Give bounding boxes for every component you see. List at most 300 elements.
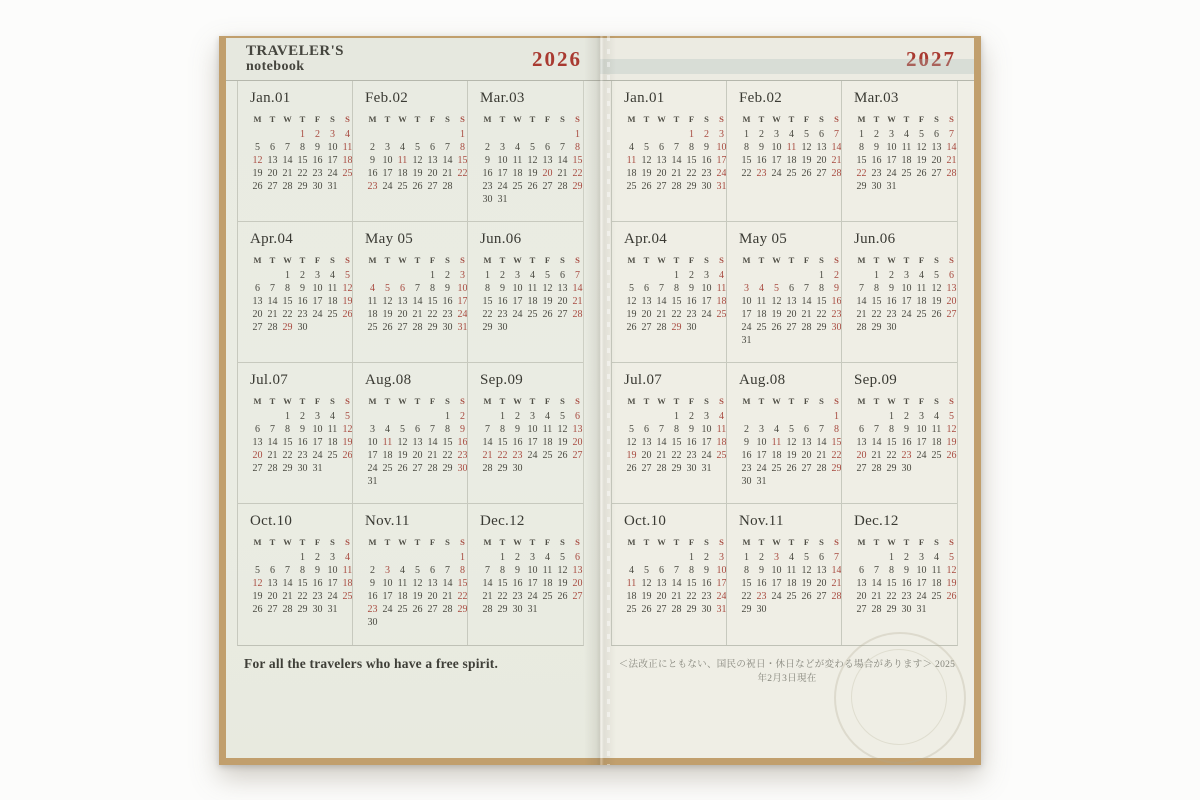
day-number: 26 xyxy=(382,322,393,333)
day-number: 15 xyxy=(816,296,827,307)
weekday-letter: S xyxy=(445,255,450,265)
weekday-letter: W xyxy=(513,537,522,547)
weekday-letter: F xyxy=(429,255,436,265)
weekday-letter: T xyxy=(384,255,391,265)
day-number: 25 xyxy=(542,450,553,461)
day-number: 19 xyxy=(342,296,353,307)
day-number: 11 xyxy=(786,142,797,153)
day-number: 20 xyxy=(641,309,652,320)
day-number: 18 xyxy=(542,578,553,589)
month-cell xyxy=(612,504,727,645)
day-number: 28 xyxy=(557,181,568,192)
day-number: 3 xyxy=(719,129,724,140)
weekday-letter: S xyxy=(330,537,335,547)
weekday-letter: F xyxy=(544,255,551,265)
day-number: 12 xyxy=(786,437,797,448)
day-number: 17 xyxy=(701,296,712,307)
weekday-letter: F xyxy=(314,396,321,406)
empty-day-cell xyxy=(854,269,869,282)
empty-day-cell xyxy=(280,551,295,564)
day-grid xyxy=(854,410,957,475)
day-number: 5 xyxy=(345,270,350,281)
day-number: 21 xyxy=(267,450,278,461)
day-number: 13 xyxy=(557,283,568,294)
day-number: 6 xyxy=(789,283,794,294)
weekday-letter: M xyxy=(368,537,377,547)
day-number: 10 xyxy=(886,142,897,153)
day-number: 18 xyxy=(382,450,393,461)
day-number: 12 xyxy=(542,283,553,294)
weekday-header xyxy=(365,394,468,409)
day-number: 2 xyxy=(904,411,909,422)
day-number: 8 xyxy=(300,565,305,576)
day-number: 27 xyxy=(946,309,957,320)
weekday-letter: M xyxy=(483,114,492,124)
day-number: 22 xyxy=(497,591,508,602)
weekday-letter: S xyxy=(819,255,824,265)
weekday-letter: S xyxy=(719,255,724,265)
weekday-letter: M xyxy=(483,537,492,547)
day-number: 23 xyxy=(701,168,712,179)
day-number: 4 xyxy=(934,411,939,422)
year-label-2026: 2026 xyxy=(532,46,582,71)
calendar-grid-2026 xyxy=(237,81,584,646)
weekday-letter: W xyxy=(887,537,896,547)
day-number: 19 xyxy=(931,296,942,307)
day-number: 5 xyxy=(415,142,420,153)
day-number: 24 xyxy=(741,322,752,333)
weekday-letter: S xyxy=(445,396,450,406)
day-number: 1 xyxy=(889,411,894,422)
day-number: 1 xyxy=(300,552,305,563)
day-number: 8 xyxy=(859,142,864,153)
day-number: 16 xyxy=(701,155,712,166)
day-number: 15 xyxy=(686,578,697,589)
empty-day-cell xyxy=(639,128,654,141)
empty-day-cell xyxy=(265,410,280,423)
day-number: 9 xyxy=(500,283,505,294)
day-number: 29 xyxy=(427,322,438,333)
day-number: 17 xyxy=(312,296,323,307)
day-number: 21 xyxy=(656,450,667,461)
day-number: 30 xyxy=(686,322,697,333)
day-number: 13 xyxy=(931,142,942,153)
day-number: 5 xyxy=(345,411,350,422)
day-number: 21 xyxy=(946,155,957,166)
day-number: 7 xyxy=(659,424,664,435)
day-number: 17 xyxy=(327,578,338,589)
weekday-header xyxy=(739,253,842,268)
day-number: 28 xyxy=(871,463,882,474)
day-number: 31 xyxy=(916,604,927,615)
weekday-letter: S xyxy=(575,114,580,124)
day-number: 28 xyxy=(831,591,842,602)
day-number: 10 xyxy=(701,283,712,294)
day-number: 29 xyxy=(886,463,897,474)
day-number: 18 xyxy=(901,155,912,166)
day-number: 10 xyxy=(756,437,767,448)
day-number: 11 xyxy=(916,283,927,294)
day-number: 31 xyxy=(312,463,323,474)
day-number: 20 xyxy=(397,309,408,320)
day-number: 15 xyxy=(457,578,468,589)
day-number: 27 xyxy=(786,322,797,333)
day-number: 31 xyxy=(327,181,338,192)
day-number: 26 xyxy=(252,181,263,192)
day-number: 24 xyxy=(771,591,782,602)
month-cell xyxy=(612,81,727,222)
day-number: 16 xyxy=(367,591,378,602)
month-cell xyxy=(842,363,957,504)
weekday-letter: S xyxy=(719,114,724,124)
empty-day-cell xyxy=(510,128,525,141)
day-number: 24 xyxy=(901,309,912,320)
day-number: 10 xyxy=(916,565,927,576)
weekday-letter: T xyxy=(414,255,421,265)
day-number: 12 xyxy=(342,424,353,435)
empty-day-cell xyxy=(265,269,280,282)
weekday-letter: S xyxy=(345,255,350,265)
day-number: 24 xyxy=(701,450,712,461)
day-number: 25 xyxy=(716,309,727,320)
month-cell xyxy=(353,504,468,645)
day-number: 29 xyxy=(442,463,453,474)
day-number: 8 xyxy=(874,283,879,294)
day-number: 14 xyxy=(282,578,293,589)
page-header-2027 xyxy=(600,38,974,81)
day-number: 13 xyxy=(656,155,667,166)
day-number: 4 xyxy=(400,565,405,576)
weekday-letter: F xyxy=(803,537,810,547)
weekday-letter: W xyxy=(772,396,781,406)
day-number: 21 xyxy=(831,155,842,166)
day-number: 24 xyxy=(771,168,782,179)
day-number: 9 xyxy=(759,142,764,153)
day-number: 16 xyxy=(701,578,712,589)
weekday-letter: F xyxy=(429,396,436,406)
day-number: 26 xyxy=(626,463,637,474)
day-number: 12 xyxy=(916,142,927,153)
weekday-letter: S xyxy=(834,114,839,124)
day-number: 15 xyxy=(671,437,682,448)
empty-day-cell xyxy=(440,551,455,564)
empty-day-cell xyxy=(250,269,265,282)
day-number: 26 xyxy=(946,591,957,602)
weekday-header xyxy=(250,112,353,127)
day-number: 19 xyxy=(342,437,353,448)
page-header-2026 xyxy=(226,38,600,81)
day-number: 23 xyxy=(497,309,508,320)
weekday-header xyxy=(480,394,583,409)
weekday-letter: T xyxy=(299,114,306,124)
day-number: 7 xyxy=(270,283,275,294)
day-number: 12 xyxy=(931,283,942,294)
day-number: 23 xyxy=(367,181,378,192)
day-number: 3 xyxy=(889,129,894,140)
weekday-letter: M xyxy=(483,255,492,265)
empty-day-cell xyxy=(555,128,570,141)
weekday-letter: T xyxy=(384,114,391,124)
day-number: 23 xyxy=(686,450,697,461)
month-title: Jul.07 xyxy=(624,372,663,388)
day-number: 12 xyxy=(252,155,263,166)
day-number: 4 xyxy=(919,270,924,281)
day-number: 27 xyxy=(856,604,867,615)
day-number: 27 xyxy=(801,463,812,474)
month-title: Sep.09 xyxy=(854,372,898,388)
day-number: 14 xyxy=(572,283,583,294)
day-number: 29 xyxy=(497,463,508,474)
day-number: 8 xyxy=(689,142,694,153)
day-number: 28 xyxy=(482,604,493,615)
month-cell xyxy=(238,81,353,222)
weekday-letter: S xyxy=(445,537,450,547)
weekday-letter: S xyxy=(934,396,939,406)
day-number: 8 xyxy=(445,424,450,435)
day-number: 29 xyxy=(831,463,842,474)
weekday-letter: T xyxy=(903,114,910,124)
day-number: 8 xyxy=(575,142,580,153)
day-number: 2 xyxy=(689,411,694,422)
day-number: 8 xyxy=(744,565,749,576)
day-number: 6 xyxy=(949,270,954,281)
day-number: 24 xyxy=(527,450,538,461)
empty-day-cell xyxy=(654,269,669,282)
day-number: 2 xyxy=(515,411,520,422)
day-number: 11 xyxy=(327,283,338,294)
day-number: 24 xyxy=(756,463,767,474)
month-cell xyxy=(238,504,353,645)
day-number: 23 xyxy=(701,591,712,602)
day-number: 17 xyxy=(527,437,538,448)
day-number: 26 xyxy=(342,309,353,320)
weekday-letter: T xyxy=(643,396,650,406)
weekday-letter: S xyxy=(460,255,465,265)
day-number: 16 xyxy=(686,437,697,448)
day-number: 9 xyxy=(704,565,709,576)
day-number: 23 xyxy=(871,168,882,179)
day-number: 21 xyxy=(871,591,882,602)
weekday-letter: S xyxy=(819,114,824,124)
day-number: 23 xyxy=(297,309,308,320)
day-number: 17 xyxy=(886,155,897,166)
weekday-letter: S xyxy=(949,114,954,124)
day-number: 17 xyxy=(741,309,752,320)
day-number: 2 xyxy=(515,552,520,563)
weekday-letter: W xyxy=(887,114,896,124)
day-number: 25 xyxy=(786,168,797,179)
day-number: 16 xyxy=(831,296,842,307)
day-number: 17 xyxy=(367,450,378,461)
month-title: Dec.12 xyxy=(480,513,525,529)
weekday-letter: F xyxy=(918,114,925,124)
month-title: Oct.10 xyxy=(624,513,667,529)
day-number: 2 xyxy=(315,552,320,563)
day-number: 20 xyxy=(856,450,867,461)
day-number: 25 xyxy=(342,168,353,179)
weekday-letter: M xyxy=(742,114,751,124)
weekday-letter: W xyxy=(657,396,666,406)
month-cell xyxy=(612,222,727,363)
day-number: 11 xyxy=(342,565,353,576)
day-number: 30 xyxy=(686,463,697,474)
month-cell xyxy=(353,363,468,504)
day-number: 3 xyxy=(704,270,709,281)
weekday-letter: T xyxy=(529,255,536,265)
day-number: 17 xyxy=(457,296,468,307)
weekday-letter: F xyxy=(688,537,695,547)
day-number: 28 xyxy=(801,322,812,333)
day-number: 27 xyxy=(252,463,263,474)
weekday-letter: W xyxy=(772,537,781,547)
day-number: 26 xyxy=(397,463,408,474)
day-grid xyxy=(624,551,727,616)
day-grid xyxy=(739,551,842,616)
brand-line2: notebook xyxy=(246,58,305,74)
day-number: 16 xyxy=(512,437,523,448)
weekday-letter: T xyxy=(299,255,306,265)
weekday-letter: S xyxy=(575,255,580,265)
day-number: 3 xyxy=(774,552,779,563)
day-number: 26 xyxy=(786,463,797,474)
day-number: 8 xyxy=(834,424,839,435)
day-number: 18 xyxy=(327,296,338,307)
day-number: 21 xyxy=(671,168,682,179)
day-number: 5 xyxy=(560,552,565,563)
weekday-letter: T xyxy=(529,537,536,547)
empty-day-cell xyxy=(380,128,395,141)
month-title: May 05 xyxy=(739,231,788,247)
page-footer-left xyxy=(226,656,600,672)
month-cell xyxy=(612,363,727,504)
day-number: 25 xyxy=(397,604,408,615)
day-number: 29 xyxy=(282,322,293,333)
day-number: 15 xyxy=(442,437,453,448)
weekday-letter: T xyxy=(903,396,910,406)
day-number: 18 xyxy=(716,437,727,448)
day-number: 19 xyxy=(527,168,538,179)
day-number: 14 xyxy=(856,296,867,307)
weekday-letter: S xyxy=(575,396,580,406)
weekday-letter: S xyxy=(345,396,350,406)
day-number: 14 xyxy=(871,437,882,448)
empty-day-cell xyxy=(624,269,639,282)
weekday-header xyxy=(854,535,957,550)
weekday-letter: S xyxy=(345,537,350,547)
day-number: 7 xyxy=(834,552,839,563)
day-number: 22 xyxy=(297,591,308,602)
day-number: 7 xyxy=(874,565,879,576)
day-number: 9 xyxy=(689,283,694,294)
day-number: 19 xyxy=(252,591,263,602)
month-cell xyxy=(842,222,957,363)
day-number: 24 xyxy=(916,450,927,461)
empty-day-cell xyxy=(380,410,395,423)
day-number: 15 xyxy=(871,296,882,307)
weekday-letter: S xyxy=(704,537,709,547)
day-number: 10 xyxy=(382,578,393,589)
day-number: 17 xyxy=(716,578,727,589)
day-number: 13 xyxy=(801,437,812,448)
weekday-letter: T xyxy=(269,255,276,265)
day-number: 31 xyxy=(886,181,897,192)
day-number: 22 xyxy=(282,309,293,320)
day-number: 25 xyxy=(771,463,782,474)
day-number: 10 xyxy=(741,296,752,307)
day-number: 25 xyxy=(716,450,727,461)
day-number: 27 xyxy=(572,591,583,602)
day-number: 22 xyxy=(686,168,697,179)
day-number: 3 xyxy=(904,270,909,281)
day-number: 18 xyxy=(771,450,782,461)
day-number: 5 xyxy=(545,270,550,281)
day-number: 23 xyxy=(886,309,897,320)
day-number: 24 xyxy=(367,463,378,474)
day-number: 14 xyxy=(656,296,667,307)
day-number: 8 xyxy=(500,565,505,576)
day-number: 5 xyxy=(530,142,535,153)
day-number: 19 xyxy=(641,168,652,179)
day-number: 25 xyxy=(786,591,797,602)
weekday-header xyxy=(250,394,353,409)
day-number: 21 xyxy=(656,309,667,320)
month-title: Apr.04 xyxy=(250,231,294,247)
day-number: 29 xyxy=(572,181,583,192)
day-number: 6 xyxy=(659,142,664,153)
month-title: May 05 xyxy=(365,231,414,247)
weekday-letter: T xyxy=(299,396,306,406)
day-number: 19 xyxy=(557,578,568,589)
day-number: 7 xyxy=(819,424,824,435)
empty-day-cell xyxy=(425,551,440,564)
day-number: 7 xyxy=(949,129,954,140)
empty-day-cell xyxy=(854,551,869,564)
day-number: 19 xyxy=(946,437,957,448)
weekday-letter: T xyxy=(414,537,421,547)
day-number: 3 xyxy=(530,552,535,563)
day-number: 8 xyxy=(285,283,290,294)
day-number: 8 xyxy=(689,565,694,576)
day-number: 7 xyxy=(285,565,290,576)
day-grid xyxy=(365,269,468,334)
day-number: 26 xyxy=(931,309,942,320)
day-number: 7 xyxy=(859,283,864,294)
empty-day-cell xyxy=(669,551,684,564)
day-number: 10 xyxy=(771,142,782,153)
day-number: 9 xyxy=(904,424,909,435)
day-number: 1 xyxy=(859,129,864,140)
day-number: 3 xyxy=(330,552,335,563)
weekday-letter: T xyxy=(673,537,680,547)
empty-day-cell xyxy=(799,269,814,282)
day-number: 27 xyxy=(412,463,423,474)
day-number: 22 xyxy=(671,450,682,461)
weekday-header xyxy=(739,535,842,550)
weekday-letter: T xyxy=(673,255,680,265)
empty-day-cell xyxy=(624,410,639,423)
empty-day-cell xyxy=(410,551,425,564)
day-number: 29 xyxy=(297,604,308,615)
day-number: 12 xyxy=(626,296,637,307)
weekday-letter: M xyxy=(368,396,377,406)
day-number: 27 xyxy=(572,450,583,461)
day-number: 3 xyxy=(515,270,520,281)
day-number: 10 xyxy=(327,142,338,153)
weekday-letter: F xyxy=(803,114,810,124)
day-number: 2 xyxy=(445,270,450,281)
day-number: 24 xyxy=(512,309,523,320)
day-number: 12 xyxy=(946,565,957,576)
